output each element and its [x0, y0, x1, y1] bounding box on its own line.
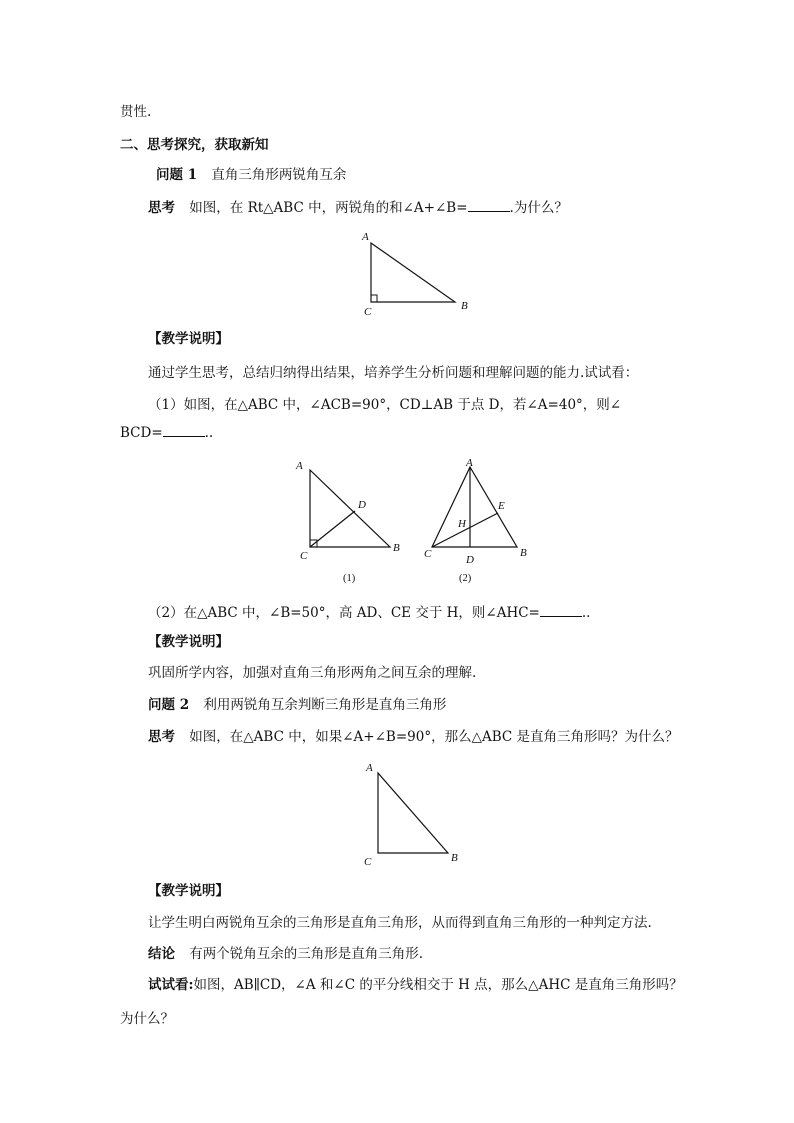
label-b: B	[393, 542, 400, 554]
figure-caption: (1)	[343, 573, 356, 584]
think-1	[148, 199, 568, 217]
think-1-text-end: .为什么？	[509, 200, 568, 216]
label-c: C	[424, 548, 432, 560]
answer-blank	[540, 604, 582, 617]
answer-blank	[468, 199, 510, 212]
conclusion-text: 有两个锐角互余的三角形是直角三角形.	[189, 946, 424, 962]
label-d: D	[358, 499, 366, 511]
triangle-abc	[378, 773, 448, 853]
teaching-note-text-3: 让学生明白两锐角互余的三角形是直角三角形，从而得到直角三角形的一种判定方法.	[148, 915, 652, 931]
question-1-text: 直角三角形两锐角互余	[211, 167, 347, 183]
try-it-continuation: 为什么？	[120, 1011, 174, 1027]
label-c: C	[364, 306, 372, 318]
teaching-note-text-1: 通过学生思考，总结归纳得出结果，培养学生分析问题和理解问题的能力.试试看：	[148, 365, 639, 381]
label-b: B	[520, 547, 527, 559]
right-triangle-figure-1	[355, 225, 485, 320]
think-1-text: 如图，在 Rt△ABC 中，两锐角的和∠A+∠B=	[189, 200, 468, 216]
try-it	[148, 976, 683, 994]
label-c: C	[300, 550, 308, 562]
label-h: H	[458, 518, 466, 530]
right-angle-mark	[371, 295, 377, 302]
figure-caption: (2)	[459, 573, 472, 584]
think-2	[148, 728, 679, 746]
try-it-text: 如图，AB∥CD，∠A 和∠C 的平分线相交于 H 点，那么△AHC 是直角三角形吗？	[193, 977, 683, 993]
figure-2-altitudes	[420, 455, 540, 590]
triangle-abc	[310, 470, 390, 547]
try-it-label: 试试看:	[148, 977, 194, 993]
answer-blank	[163, 424, 205, 437]
exercise-2	[148, 604, 590, 622]
right-triangle-figure-2	[360, 755, 480, 875]
label-a: A	[362, 231, 369, 243]
label-d: D	[466, 554, 474, 566]
think-2-text: 如图，在△ABC 中，如果∠A+∠B=90°，那么△ABC 是直角三角形吗？为什么？	[189, 729, 679, 745]
think-2-label: 思考	[148, 729, 175, 745]
triangle-abc	[371, 243, 455, 302]
exercise-2-end: ..	[581, 605, 591, 621]
section-heading: 二、思考探究，获取新知	[120, 137, 269, 153]
teaching-note-heading-2: 【教学说明】	[148, 634, 229, 650]
conclusion	[148, 945, 423, 963]
label-c: C	[364, 856, 372, 868]
think-1-label: 思考	[148, 200, 175, 216]
intro-continuation: 贯性.	[120, 104, 152, 120]
question-2	[148, 696, 446, 714]
label-e: E	[498, 500, 505, 512]
exercise-1-line-2-end: ..	[204, 425, 214, 441]
question-1	[156, 166, 346, 184]
teaching-note-text-2: 巩固所学内容，加强对直角三角形两角之间互余的理解.	[148, 665, 477, 681]
question-2-label: 问题 2	[148, 697, 190, 713]
label-a: A	[466, 457, 473, 469]
label-a: A	[296, 460, 303, 472]
exercise-1-line-1: （1）如图，在△ABC 中，∠ACB=90°，CD⊥AB 于点 D，若∠A=40°，则∠	[148, 397, 622, 413]
exercise-1-line-2	[120, 424, 213, 442]
exercise-1-line-2-text: BCD=	[120, 425, 163, 441]
conclusion-label: 结论	[148, 946, 175, 962]
label-b: B	[461, 300, 468, 312]
label-b: B	[451, 852, 458, 864]
figure-1-altitude	[290, 455, 410, 590]
question-2-text: 利用两锐角互余判断三角形是直角三角形	[203, 697, 447, 713]
label-a: A	[366, 762, 373, 774]
teaching-note-heading-1: 【教学说明】	[148, 331, 229, 347]
exercise-2-text: （2）在△ABC 中，∠B=50°，高 AD、CE 交于 H，则∠AHC=	[148, 605, 540, 621]
teaching-note-heading-3: 【教学说明】	[148, 883, 229, 899]
question-1-label: 问题 1	[156, 167, 198, 183]
